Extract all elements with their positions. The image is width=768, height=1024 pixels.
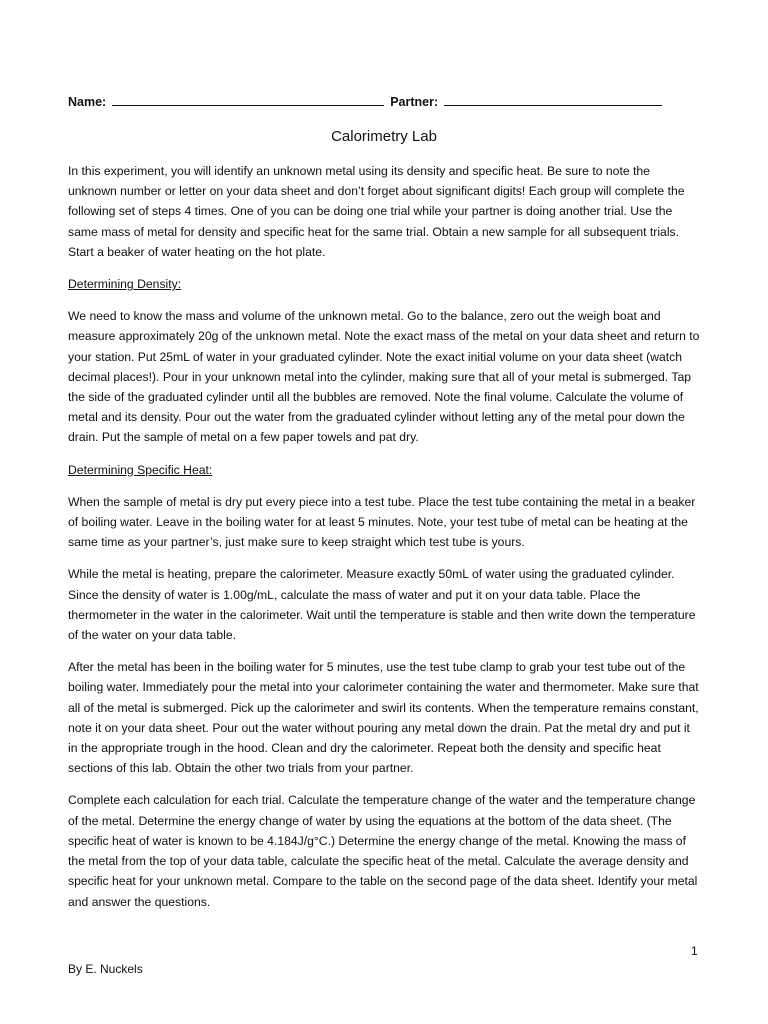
partner-blank-line [444,94,662,106]
author-credit: By E. Nuckels [68,962,143,976]
intro-paragraph: In this experiment, you will identify an unknown metal using its density and specific heat. Be sure to note the unknown number or letter on your data sheet and don’t forget about significant digits! Each group will complete the following set of steps 4 times. One of you can be doing one trial while your partner is doing another trial. Use the same mass of metal for density and specific heat for the same trial. Obtain a new sample for all subsequent trials. Start a beaker of water heating on the hot plate. [68,164,685,259]
header-fields [68,94,668,109]
specific-heat-paragraph-2: While the metal is heating, prepare the calorimeter. Measure exactly 50mL of water using the graduated cylinder. Since the density of water is 1.00g/mL, calculate the mass of water and put it on your data table. Place the thermometer in the water in the calorimeter. Wait until the temperature is stable and then write down the temperature of the water on your data table. [68,567,696,643]
page-number: 1 [691,944,698,958]
specific-heat-heading: Determining Specific Heat: [68,462,213,477]
specific-heat-paragraph-3: After the metal has been in the boiling water for 5 minutes, use the test tube clamp to grab your test tube out of the boiling water. Immediately pour the metal into your calorimeter containing the water and thermometer. Make sure that all of the metal is submerged. Pick up the calorimeter and swirl its contents. When the temperature remains constant, note it on your data sheet. Pour out the water without pouring any metal down the drain. Pat the metal dry and put it in the appropriate trough in the hood. Clean and dry the calorimeter. Repeat both the density and specific heat sections of this lab. Obtain the other two trials from your partner. [68,660,699,776]
page-title: Calorimetry Lab [331,128,437,145]
specific-heat-paragraph-1: When the sample of metal is dry put every piece into a test tube. Place the test tube containing the metal in a beaker of boiling water. Leave in the boiling water for at least 5 minutes. Note, your test tube of metal can be heating at the same time as your partner’s, just make sure to keep straight which test tube is yours. [68,494,696,550]
density-heading: Determining Density: [68,277,182,292]
partner-label: Partner: [390,95,439,109]
document-body [68,161,702,924]
specific-heat-paragraph-4: Complete each calculation for each trial. Calculate the temperature change of the water and the temperature change of the metal. Determine the energy change of water by using the equations at the bottom of the data sheet. (The specific heat of water is known to be 4.184J/g°C.) Determine the energy change of the metal. Knowing the mass of the metal from the top of your data table, calculate the specific heat of the metal. Calculate the average density and specific heat for your unknown metal. Compare to the table on the second page of the data sheet. Identify your metal and answer the questions. [68,793,698,909]
name-label: Name: [68,95,107,109]
name-blank-line [112,94,384,106]
density-paragraph: We need to know the mass and volume of the unknown metal. Go to the balance, zero out the weigh boat and measure approximately 20g of the unknown metal. Note the exact mass of the metal on your data sheet and return to your station. Put 25mL of water in your graduated cylinder. Note the exact initial volume on your data sheet (watch decimal places!). Pour in your unknown metal into the cylinder, making sure that all of your metal is submerged. Tap the side of the graduated cylinder until all the bubbles are removed. Note the final volume. Calculate the volume of metal and its density. Pour out the water from the graduated cylinder without letting any of the metal pour down the drain. Put the sample of metal on a few paper towels and pat dry. [68,309,700,445]
